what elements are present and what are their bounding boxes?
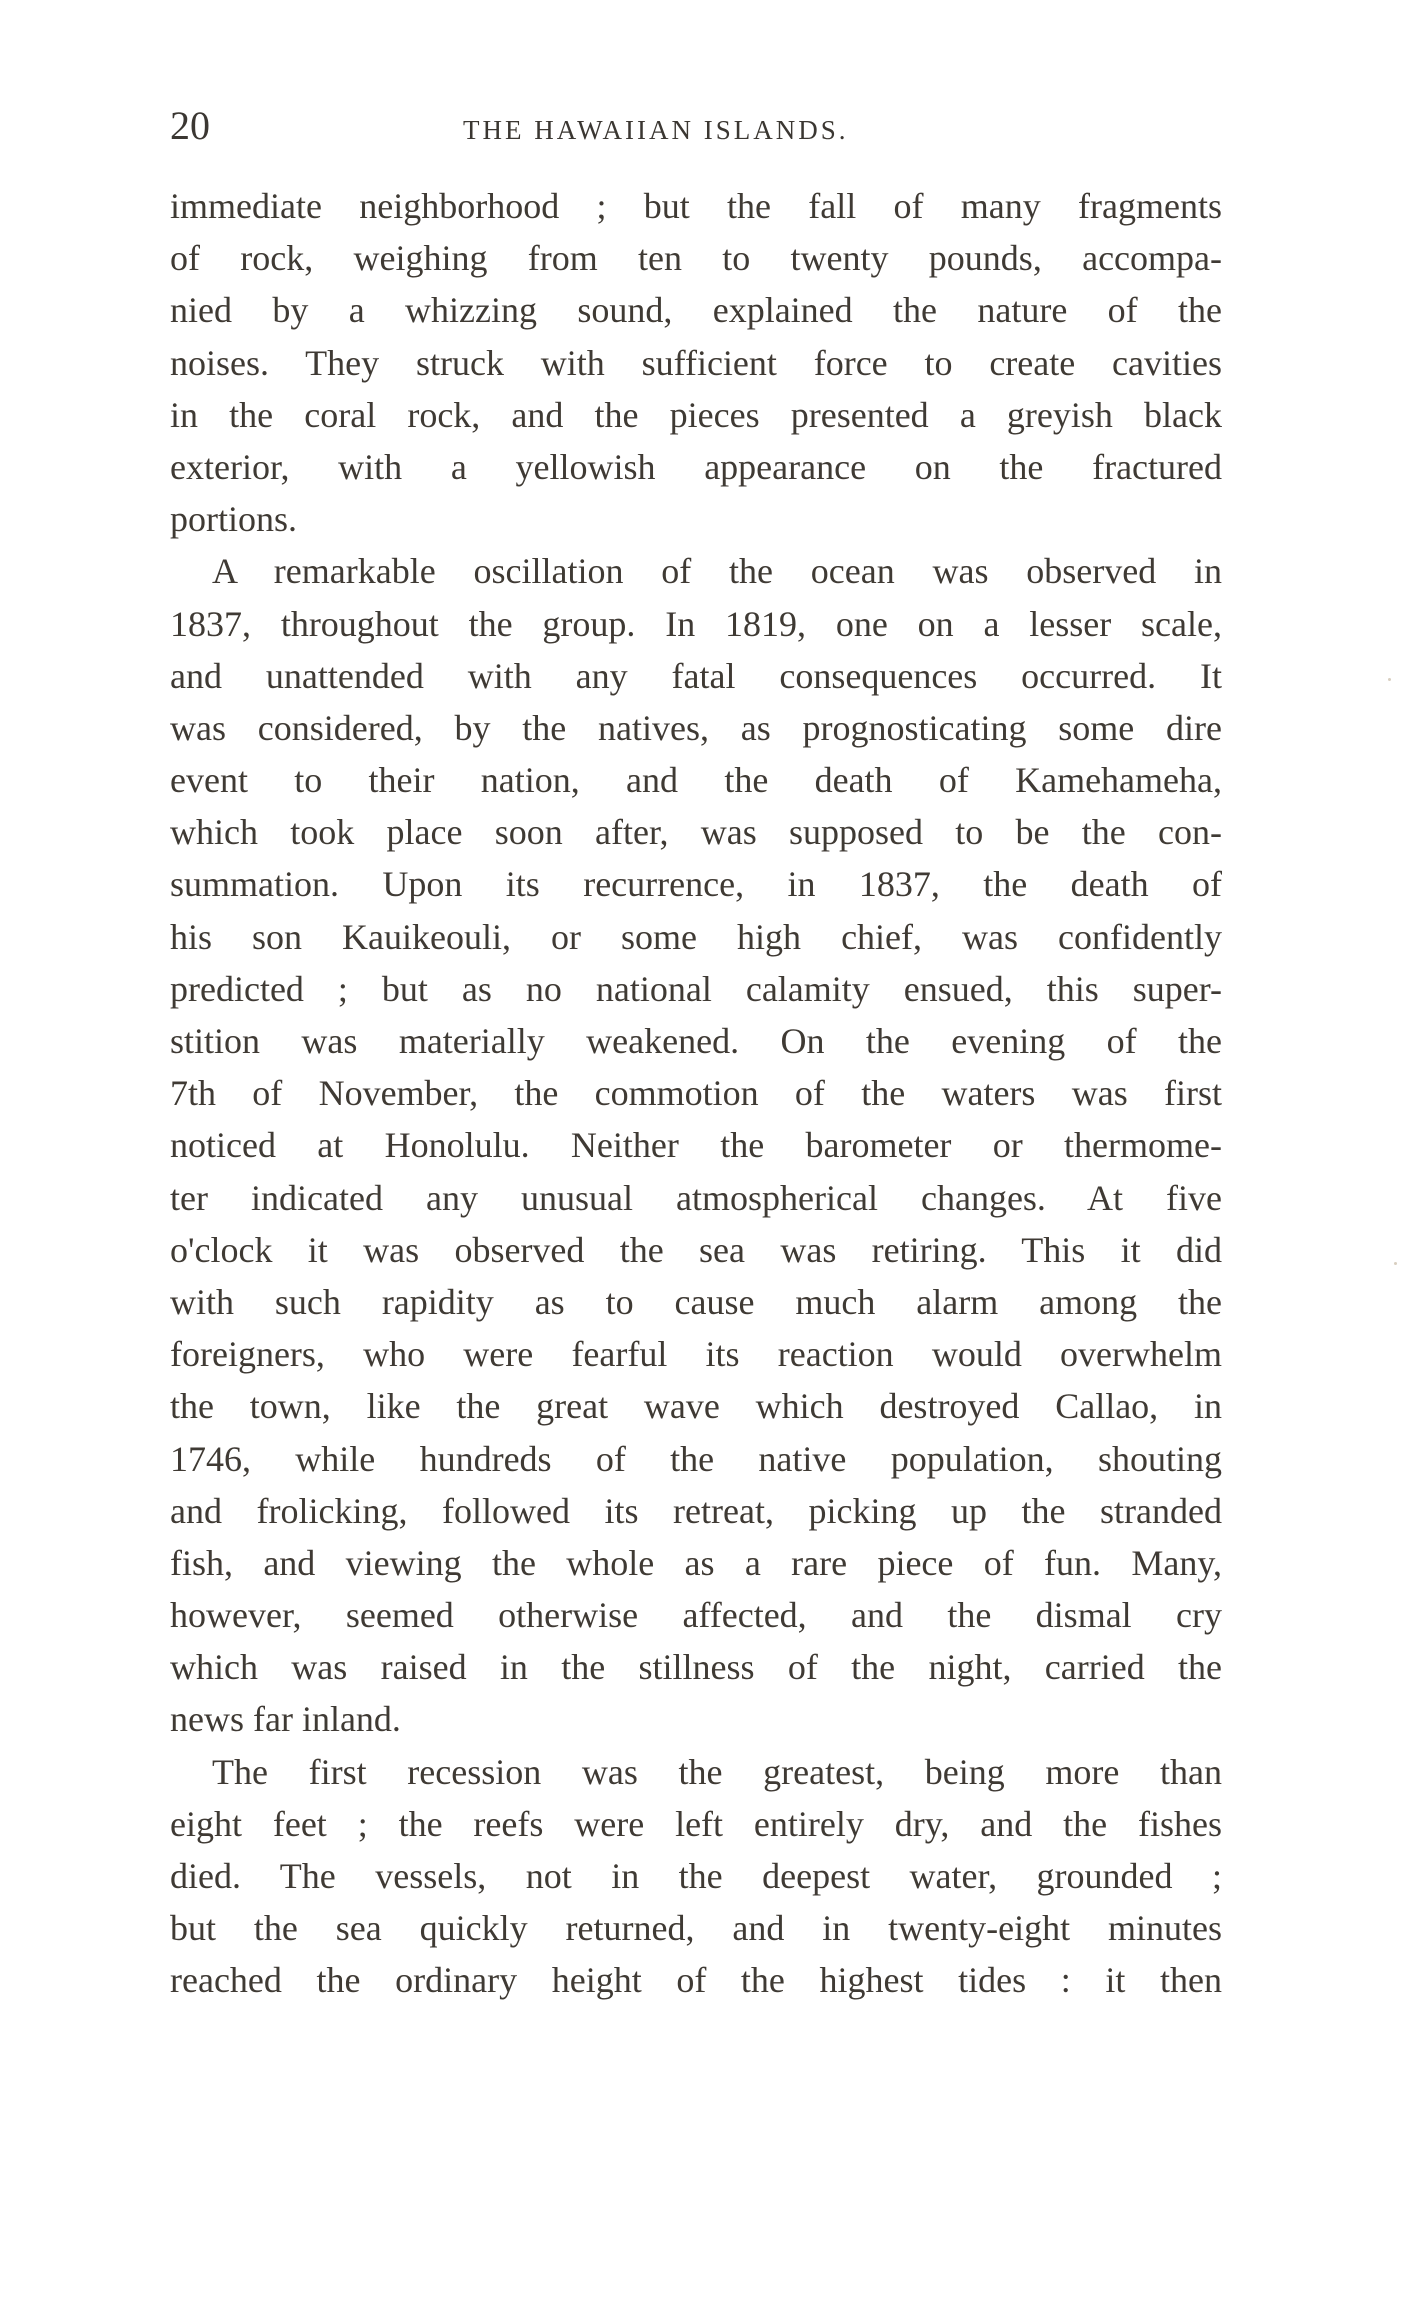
text-line: o'clock it was observed the sea was retiring. This it did: [170, 1229, 1222, 1270]
text-line: noises. They struck with sufficient force to create cavities: [170, 342, 1222, 383]
paper-speck: [1394, 1262, 1397, 1265]
text-line: and unattended with any fatal consequences occurred. It: [170, 655, 1222, 696]
text-line: immediate neighborhood ; but the fall of many fragments: [170, 186, 1222, 226]
text-line: exterior, with a yellowish appearance on the fractured: [170, 446, 1222, 487]
text-line: and frolicking, followed its retreat, picking up the stranded: [170, 1490, 1222, 1531]
text-line: summation. Upon its recurrence, in 1837, the death of: [170, 864, 1222, 905]
text-line: with such rapidity as to cause much alarm among the: [170, 1281, 1222, 1322]
text-line: however, seemed otherwise affected, and the dismal cry: [170, 1595, 1222, 1636]
text-line: foreigners, who were fearful its reaction would overwhelm: [170, 1334, 1222, 1375]
text-line: stition was materially weakened. On the evening of the: [170, 1021, 1222, 1061]
text-line: was considered, by the natives, as prognosticating some dire: [170, 707, 1222, 748]
text-line: died. The vessels, not in the deepest water, grounded ;: [170, 1856, 1222, 1896]
text-line: predicted ; but as no national calamity ensued, this super-: [170, 968, 1222, 1009]
text-line: 7th of November, the commotion of the waters was first: [170, 1073, 1222, 1114]
text-line: which was raised in the stillness of the night, carried the: [170, 1647, 1222, 1688]
running-head: THE HAWAIIAN ISLANDS.: [463, 115, 849, 145]
text-line: his son Kauikeouli, or some high chief, was confidently: [170, 916, 1222, 957]
text-line: of rock, weighing from ten to twenty pounds, accompa-: [170, 238, 1222, 279]
text-line: ter indicated any unusual atmospherical changes. At five: [170, 1177, 1222, 1218]
text-line: eight feet ; the reefs were left entirely dry, and the fishes: [170, 1803, 1222, 1844]
page-number: 20: [170, 103, 210, 148]
text-line: fish, and viewing the whole as a rare piece of fun. Many,: [170, 1542, 1222, 1583]
paragraph-start-line: A remarkable oscillation of the ocean was observed in: [212, 551, 1222, 592]
text-line: nied by a whizzing sound, explained the nature of the: [170, 290, 1222, 331]
body-text: [170, 180, 1222, 2007]
paragraph-start-line: The first recession was the greatest, being more than: [212, 1751, 1222, 1792]
paragraph-end-line: news far inland.: [170, 1699, 401, 1740]
text-line: but the sea quickly returned, and in twenty-eight minutes: [170, 1908, 1222, 1949]
text-line: which took place soon after, was supposed to be the con-: [170, 812, 1222, 853]
paper-speck: [1388, 678, 1391, 681]
text-line: in the coral rock, and the pieces presented a greyish black: [170, 394, 1222, 435]
text-line: reached the ordinary height of the highest tides : it then: [170, 1960, 1222, 2001]
paragraph-end-line: portions.: [170, 499, 298, 540]
text-line: 1837, throughout the group. In 1819, one on a lesser scale,: [170, 603, 1222, 644]
text-line: 1746, while hundreds of the native population, shouting: [170, 1438, 1222, 1479]
text-line: event to their nation, and the death of Kamehameha,: [170, 760, 1222, 801]
text-line: noticed at Honolulu. Neither the barometer or thermome-: [170, 1125, 1222, 1166]
page-header: [170, 96, 1222, 156]
text-line: the town, like the great wave which destroyed Callao, in: [170, 1386, 1222, 1427]
